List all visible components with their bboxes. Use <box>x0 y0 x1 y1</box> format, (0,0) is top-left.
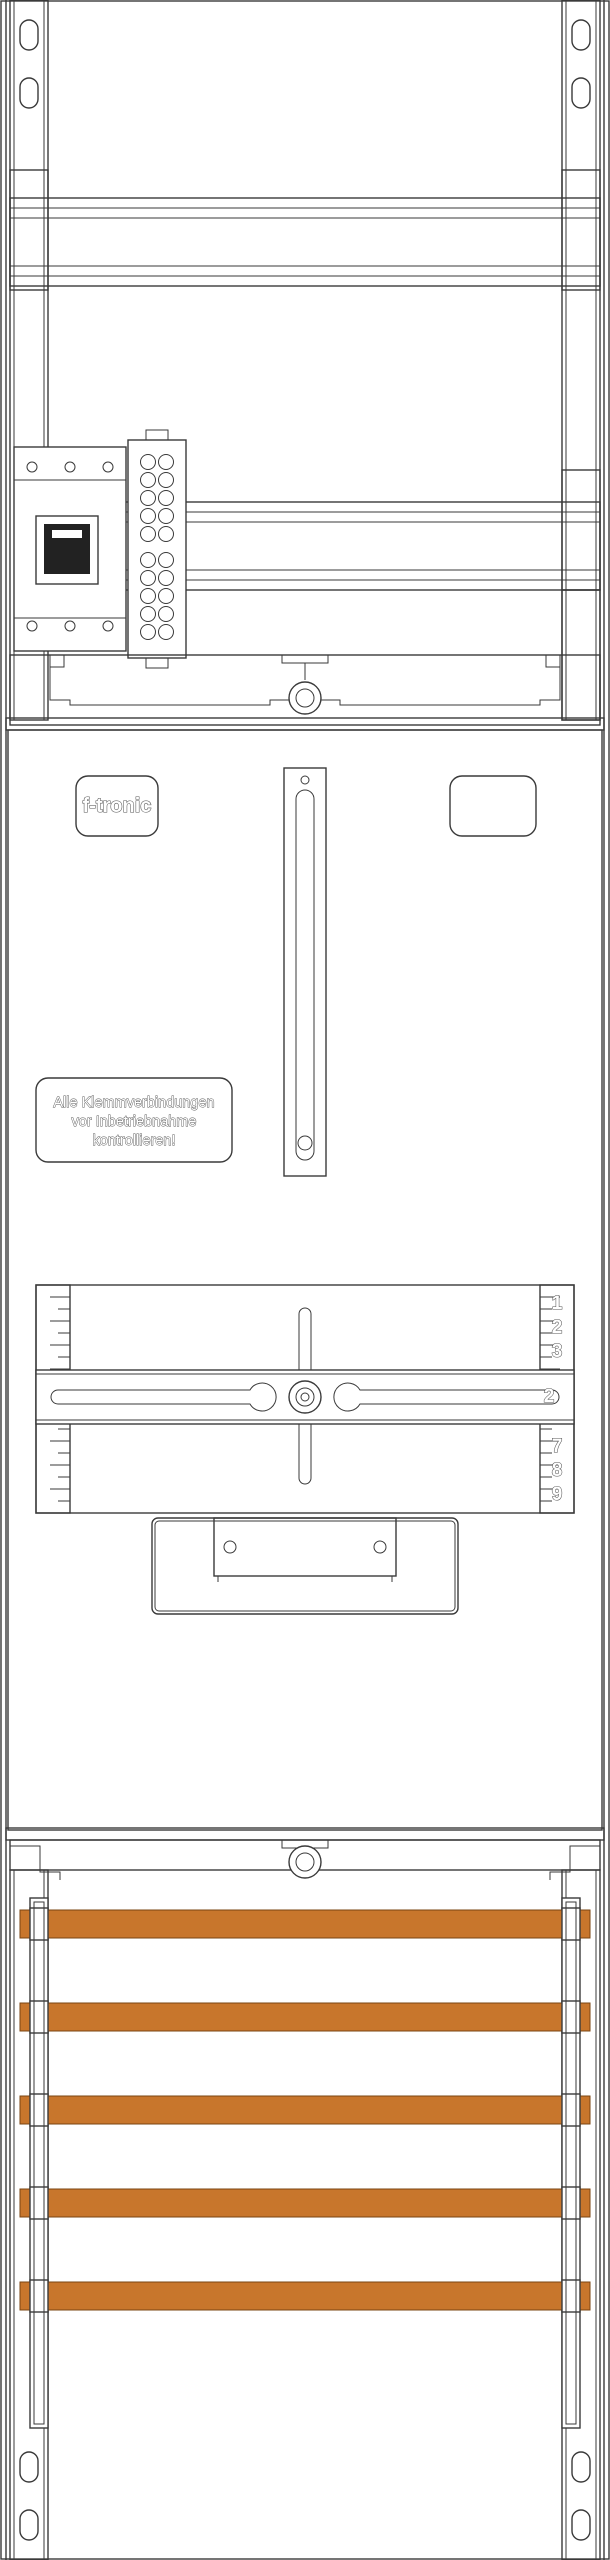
meter-mounting-plate <box>36 1285 574 1513</box>
main-switch <box>14 447 126 651</box>
warning-line-2: vor Inbetriebnahme <box>71 1114 197 1130</box>
busbar <box>20 2003 590 2031</box>
scale-number-3: 3 <box>551 1341 563 1362</box>
busbar-clamp-right <box>562 1908 580 1940</box>
terminal-block <box>128 430 186 668</box>
scale-number-7: 7 <box>551 1436 563 1457</box>
warning-line-1: Alle Klemmverbindungen <box>53 1095 215 1111</box>
busbar-supports <box>30 1898 580 2428</box>
warning-line-3: kontrollieren! <box>92 1133 176 1149</box>
busbar-clamp-left <box>30 2001 48 2033</box>
busbar-group <box>20 1908 590 2312</box>
busbar <box>20 2189 590 2217</box>
busbar-clamp-right <box>562 2094 580 2126</box>
busbar-clamp-right <box>562 2187 580 2219</box>
busbar-clamp-left <box>30 1908 48 1940</box>
busbar <box>20 2282 590 2310</box>
busbar <box>20 1910 590 1938</box>
warning-label <box>36 1078 232 1162</box>
brand-logo-text: f-tronic <box>82 795 152 817</box>
busbar-clamp-left <box>30 2187 48 2219</box>
lower-cross-bracket <box>6 1828 604 1880</box>
scale-number-8: 8 <box>551 1460 563 1481</box>
blank-label-box <box>450 776 536 836</box>
scale-number-9: 9 <box>551 1484 563 1505</box>
busbar-clamp-right <box>562 2280 580 2312</box>
busbar-clamp-left <box>30 2094 48 2126</box>
scale-number-1: 1 <box>551 1293 563 1314</box>
brand-logo <box>76 776 158 836</box>
meter-cover-panel <box>8 730 602 1830</box>
upper-cross-bracket <box>6 655 604 730</box>
outer-frame <box>1 0 609 2560</box>
busbar <box>20 2096 590 2124</box>
label-holder <box>152 1518 458 1614</box>
svg-text:2: 2 <box>543 1386 555 1407</box>
din-rail-top <box>10 198 600 286</box>
scale-number-2: 2 <box>551 1317 563 1338</box>
busbar-clamp-right <box>562 2001 580 2033</box>
busbar-clamp-left <box>30 2280 48 2312</box>
vertical-adjuster <box>284 768 326 1176</box>
